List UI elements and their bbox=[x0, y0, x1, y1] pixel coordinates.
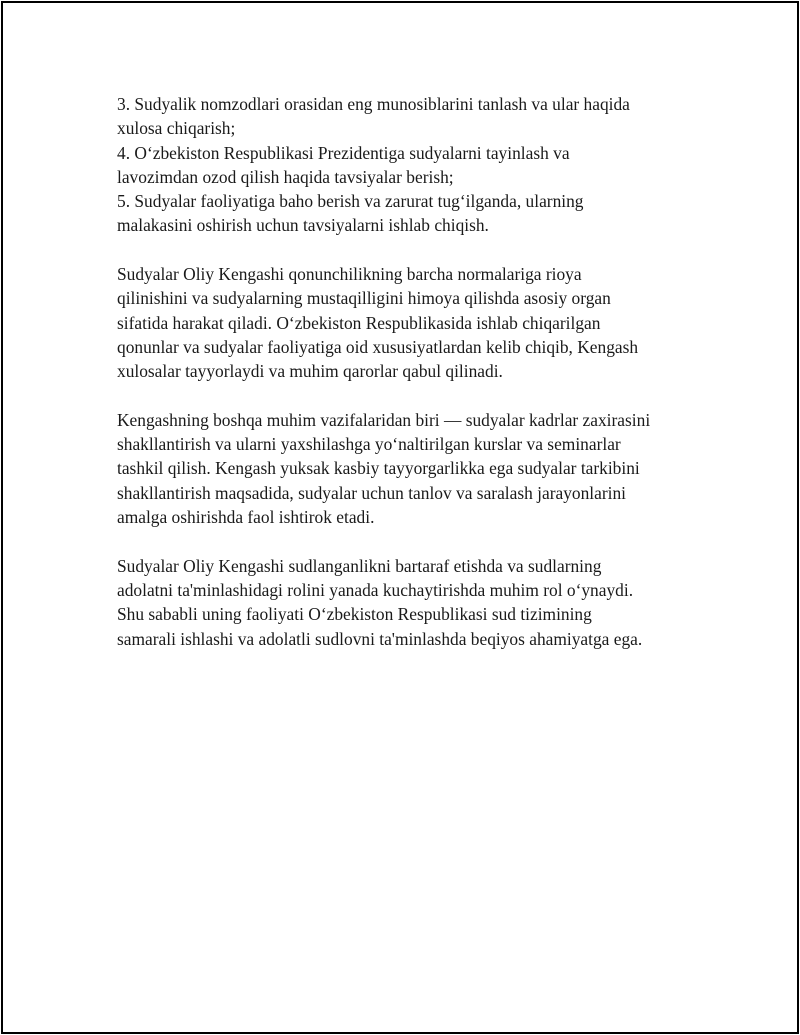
text-line: 4. O‘zbekiston Respublikasi Prezidentiga sudyalarni tayinlash va bbox=[117, 142, 570, 163]
text-line: lavozimdan ozod qilish haqida tavsiyalar berish; bbox=[117, 166, 454, 187]
text-line: Shu sababli uning faoliyati O‘zbekiston Respublikasi sud tizimining bbox=[117, 604, 592, 625]
text-line: qonunlar va sudyalar faoliyatiga oid xususiyatlardan kelib chiqib, Kengash bbox=[117, 336, 639, 357]
text-line: samarali ishlashi va adolatli sudlovni ta'minlashda beqiyos ahamiyatga ega. bbox=[117, 628, 643, 649]
text-line: sifatida harakat qiladi. O‘zbekiston Respublikasida ishlab chiqarilgan bbox=[117, 312, 601, 333]
paragraph-council-role bbox=[117, 262, 717, 383]
paragraph-conclusion bbox=[117, 554, 717, 651]
text-line: shakllantirish maqsadida, sudyalar uchun tanlov va saralash jarayonlarini bbox=[117, 482, 627, 503]
text-line: shakllantirish va ularni yaxshilashga yo‘naltirilgan kurslar va seminarlar bbox=[117, 434, 621, 455]
text-line: 3. Sudyalik nomzodlari orasidan eng munosiblarini tanlash va ular haqida bbox=[117, 94, 630, 114]
paragraph-council-tasks bbox=[117, 408, 717, 529]
paragraph-list-items bbox=[117, 92, 717, 238]
text-line: Sudyalar Oliy Kengashi qonunchilikning barcha normalariga rioya bbox=[117, 264, 582, 285]
text-line: xulosalar tayyorlaydi va muhim qarorlar qabul qilinadi. bbox=[117, 361, 503, 382]
text-line: Kengashning boshqa muhim vazifalaridan biri — sudyalar kadrlar zaxirasini bbox=[117, 409, 651, 430]
text-line: qilinishini va sudyalarning mustaqilligini himoya qilishda asosiy organ bbox=[117, 288, 611, 309]
text-line: malakasini oshirish uchun tavsiyalarni ishlab chiqish. bbox=[117, 215, 489, 236]
text-line: amalga oshirishda faol ishtirok etadi. bbox=[117, 507, 375, 528]
document-body bbox=[117, 92, 717, 675]
text-line: Sudyalar Oliy Kengashi sudlanganlikni bartaraf etishda va sudlarning bbox=[117, 555, 602, 576]
text-line: xulosa chiqarish; bbox=[117, 118, 236, 139]
text-line: 5. Sudyalar faoliyatiga baho berish va zarurat tug‘ilganda, ularning bbox=[117, 191, 584, 212]
text-line: tashkil qilish. Kengash yuksak kasbiy tayyorgarlikka ega sudyalar tarkibini bbox=[117, 458, 640, 479]
text-line: adolatni ta'minlashidagi rolini yanada kuchaytirishda muhim rol o‘ynaydi. bbox=[117, 579, 634, 600]
